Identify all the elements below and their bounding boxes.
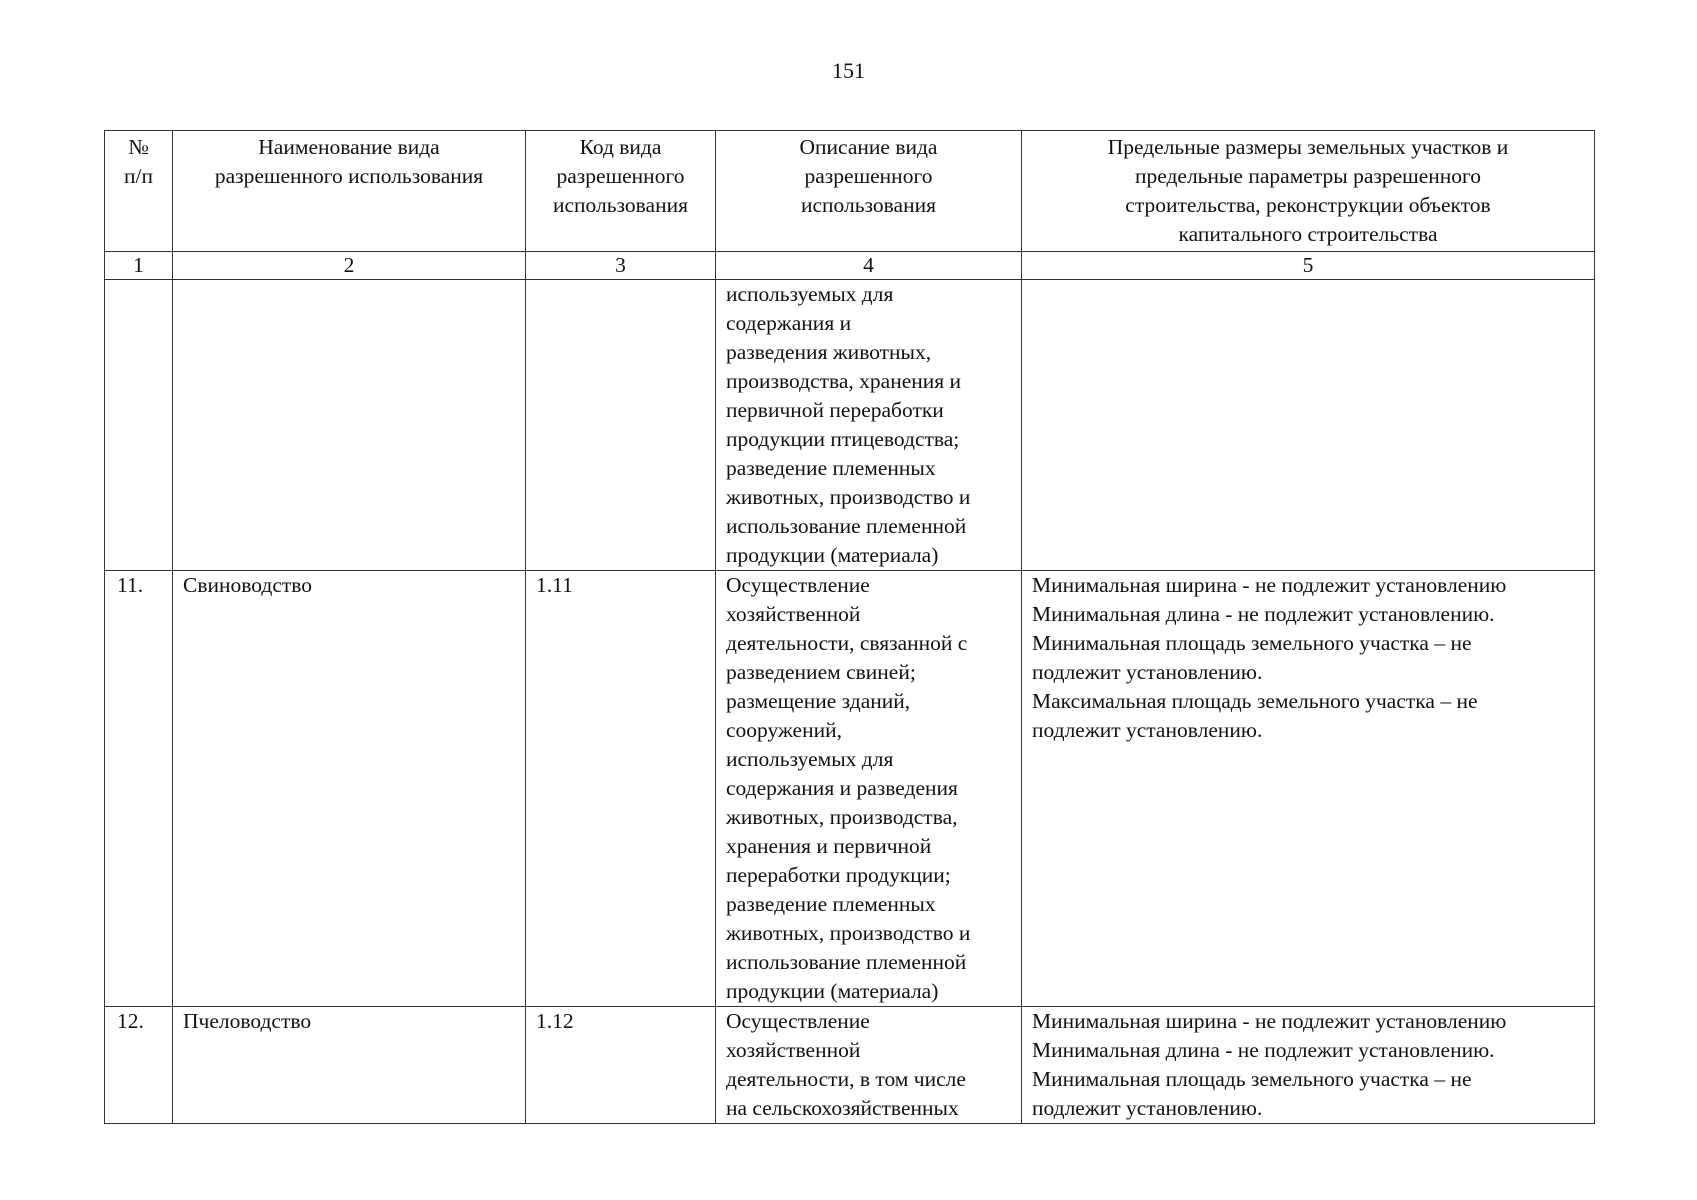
use-code: 1.11 — [526, 571, 716, 1007]
use-limits: Минимальная ширина - не подлежит установлению Минимальная длина - не подлежит установлению. Минимальная площадь земельного участка – не подлежит установлению. — [1022, 1007, 1595, 1124]
row-number: 11. — [105, 571, 173, 1007]
header-use-description: Описание вида разрешенного использования — [716, 131, 1022, 252]
use-name: Пчеловодство — [173, 1007, 526, 1124]
use-description: Осуществление хозяйственной деятельности, связанной с разведением свиней; размещение зданий, сооружений, используемых для содержания и разведения животных, производства, хранения и первичной переработки продукции; разведение племенных животных, производство и использование племенной продукции (материала) — [716, 571, 1022, 1007]
column-number: 5 — [1022, 252, 1595, 280]
use-name — [173, 280, 526, 571]
column-number: 4 — [716, 252, 1022, 280]
header-use-name: Наименование вида разрешенного использования — [173, 131, 526, 252]
use-description: используемых для содержания и разведения животных, производства, хранения и первичной переработки продукции птицеводства; разведение племенных животных, производство и использование племенной продукции (материала) — [716, 280, 1022, 571]
page-number: 151 — [832, 58, 865, 83]
column-number: 2 — [173, 252, 526, 280]
table-header-row — [105, 131, 1595, 252]
land-use-table — [104, 130, 1595, 1124]
table-row — [105, 280, 1595, 571]
header-use-code: Код вида разрешенного использования — [526, 131, 716, 252]
use-limits: Минимальная ширина - не подлежит установлению Минимальная длина - не подлежит установлению. Минимальная площадь земельного участка – не подлежит установлению. Максимальная площадь земельного участка – не подлежит установлению. — [1022, 571, 1595, 1007]
table-row — [105, 571, 1595, 1007]
column-number-row — [105, 252, 1595, 280]
header-limits: Предельные размеры земельных участков и предельные параметры разрешенного строительства, реконструкции объектов капитального строительства — [1022, 131, 1595, 252]
use-code: 1.12 — [526, 1007, 716, 1124]
row-number: 12. — [105, 1007, 173, 1124]
use-code — [526, 280, 716, 571]
row-number — [105, 280, 173, 571]
use-name: Свиноводство — [173, 571, 526, 1007]
column-number: 3 — [526, 252, 716, 280]
use-description: Осуществление хозяйственной деятельности, в том числе на сельскохозяйственных — [716, 1007, 1022, 1124]
header-number: № п/п — [105, 131, 173, 252]
table-row — [105, 1007, 1595, 1124]
use-limits — [1022, 280, 1595, 571]
column-number: 1 — [105, 252, 173, 280]
